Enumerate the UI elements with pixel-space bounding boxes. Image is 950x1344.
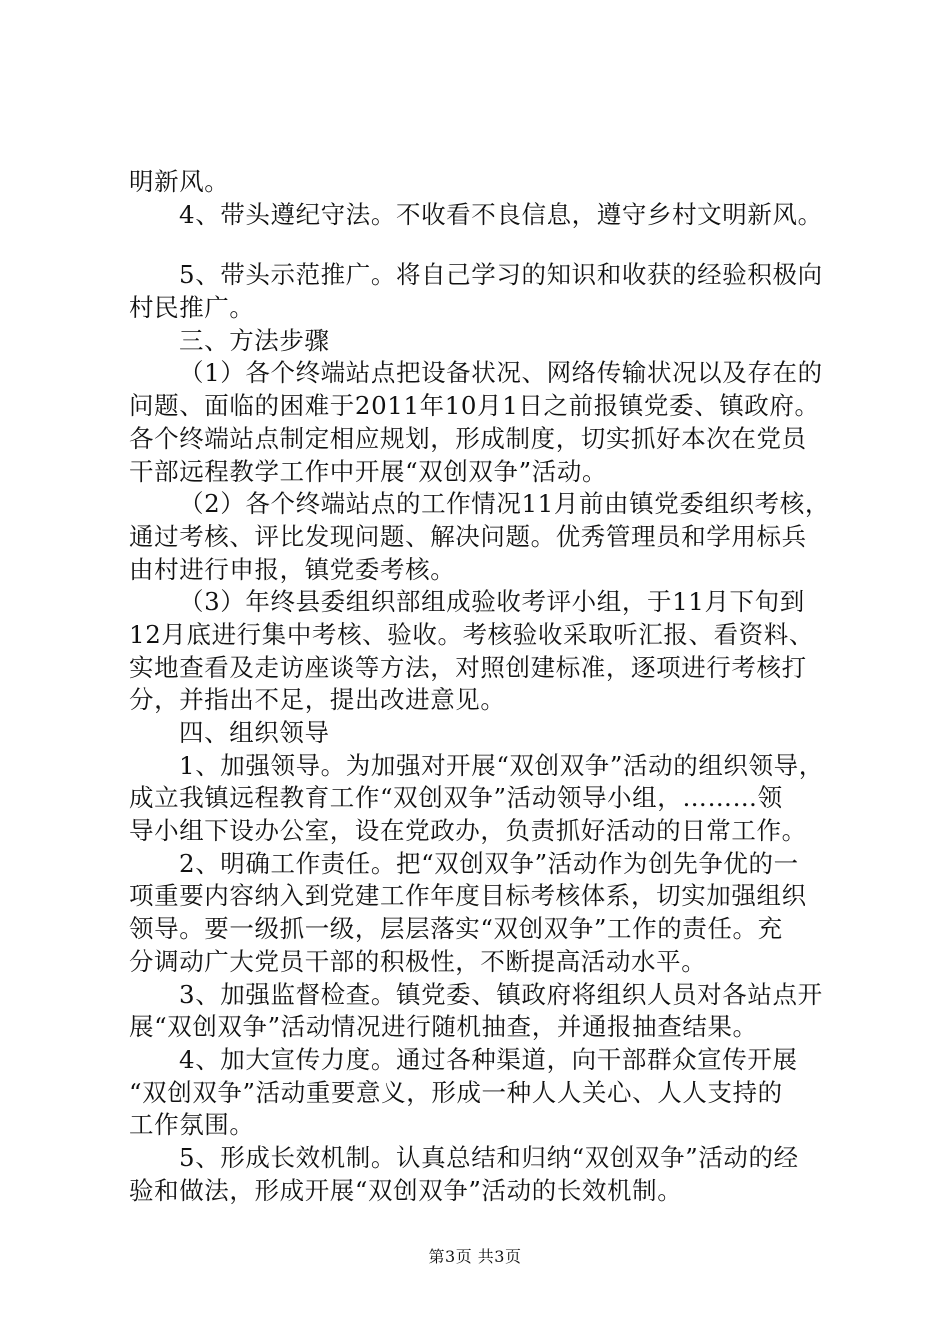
text-line: 由村进行申报，镇党委考核。 bbox=[129, 554, 456, 584]
text-line: 4、带头遵纪守法。不收看不良信息，遵守乡村文明新风。 bbox=[179, 199, 823, 229]
page-footer: 第3页 共3页 bbox=[428, 1247, 522, 1266]
text-line: 1、加强领导。为加强对开展“双创双争”活动的组织领导， bbox=[179, 750, 824, 780]
text-line: 领导。要一级抓一级，层层落实“双创双争”工作的责任。充 bbox=[129, 914, 783, 944]
text-line: 导小组下设办公室，设在党政办，负责抓好活动的日常工作。 bbox=[129, 816, 807, 846]
document-body bbox=[129, 166, 829, 1207]
text-line: “双创双争”活动重要意义，形成一种人人关心、人人支持的 bbox=[129, 1077, 783, 1107]
text-line: 明新风。 bbox=[129, 167, 230, 196]
text-line: 实地查看及走访座谈等方法，对照创建标准，逐项进行考核打 bbox=[129, 652, 807, 682]
text-line: （1）各个终端站点把设备状况、网络传输状况以及存在的 bbox=[179, 358, 823, 388]
text-line: 验和做法，形成开展“双创双争”活动的长效机制。 bbox=[129, 1175, 683, 1205]
text-line: 三、方法步骤 bbox=[179, 325, 330, 355]
text-line: 干部远程教学工作中开展“双创双争”活动。 bbox=[129, 456, 608, 486]
paragraph-gap bbox=[129, 231, 829, 259]
text-line: 5、带头示范推广。将自己学习的知识和收获的经验积极向 bbox=[179, 260, 823, 290]
text-line: 分，并指出不足，提出改进意见。 bbox=[129, 685, 506, 715]
text-line: （3）年终县委组织部组成验收考评小组，于11月下旬到 bbox=[179, 587, 805, 617]
text-line: 村民推广。 bbox=[129, 293, 255, 323]
text-line: （2）各个终端站点的工作情况11月前由镇党委组织考核， bbox=[179, 489, 830, 519]
text-line: 4、加大宣传力度。通过各种渠道，向干部群众宣传开展 bbox=[179, 1044, 798, 1074]
text-line: 3、加强监督检查。镇党委、镇政府将组织人员对各站点开 bbox=[179, 979, 823, 1009]
text-line: 通过考核、评比发现问题、解决问题。优秀管理员和学用标兵 bbox=[129, 521, 807, 551]
text-line: 分调动广大党员干部的积极性，不断提高活动水平。 bbox=[129, 946, 707, 976]
text-line: 5、形成长效机制。认真总结和归纳“双创双争”活动的经 bbox=[179, 1142, 799, 1172]
text-line: 12月底进行集中考核、验收。考核验收采取听汇报、看资料、 bbox=[129, 619, 814, 649]
text-line: 成立我镇远程教育工作“双创双争”活动领导小组，………领 bbox=[129, 783, 783, 813]
text-line: 展“双创双争”活动情况进行随机抽查，并通报抽查结果。 bbox=[129, 1012, 758, 1042]
text-line: 各个终端站点制定相应规划，形成制度，切实抓好本次在党员 bbox=[129, 423, 807, 453]
text-line: 问题、面临的困难于2011年10月1日之前报镇党委、镇政府。 bbox=[129, 391, 820, 421]
text-line: 项重要内容纳入到党建工作年度目标考核体系，切实加强组织 bbox=[129, 881, 807, 911]
text-line: 工作氛围。 bbox=[129, 1110, 255, 1140]
text-line: 四、组织领导 bbox=[179, 718, 330, 747]
text-line: 2、明确工作责任。把“双创双争”活动作为创先争优的一 bbox=[179, 848, 799, 878]
